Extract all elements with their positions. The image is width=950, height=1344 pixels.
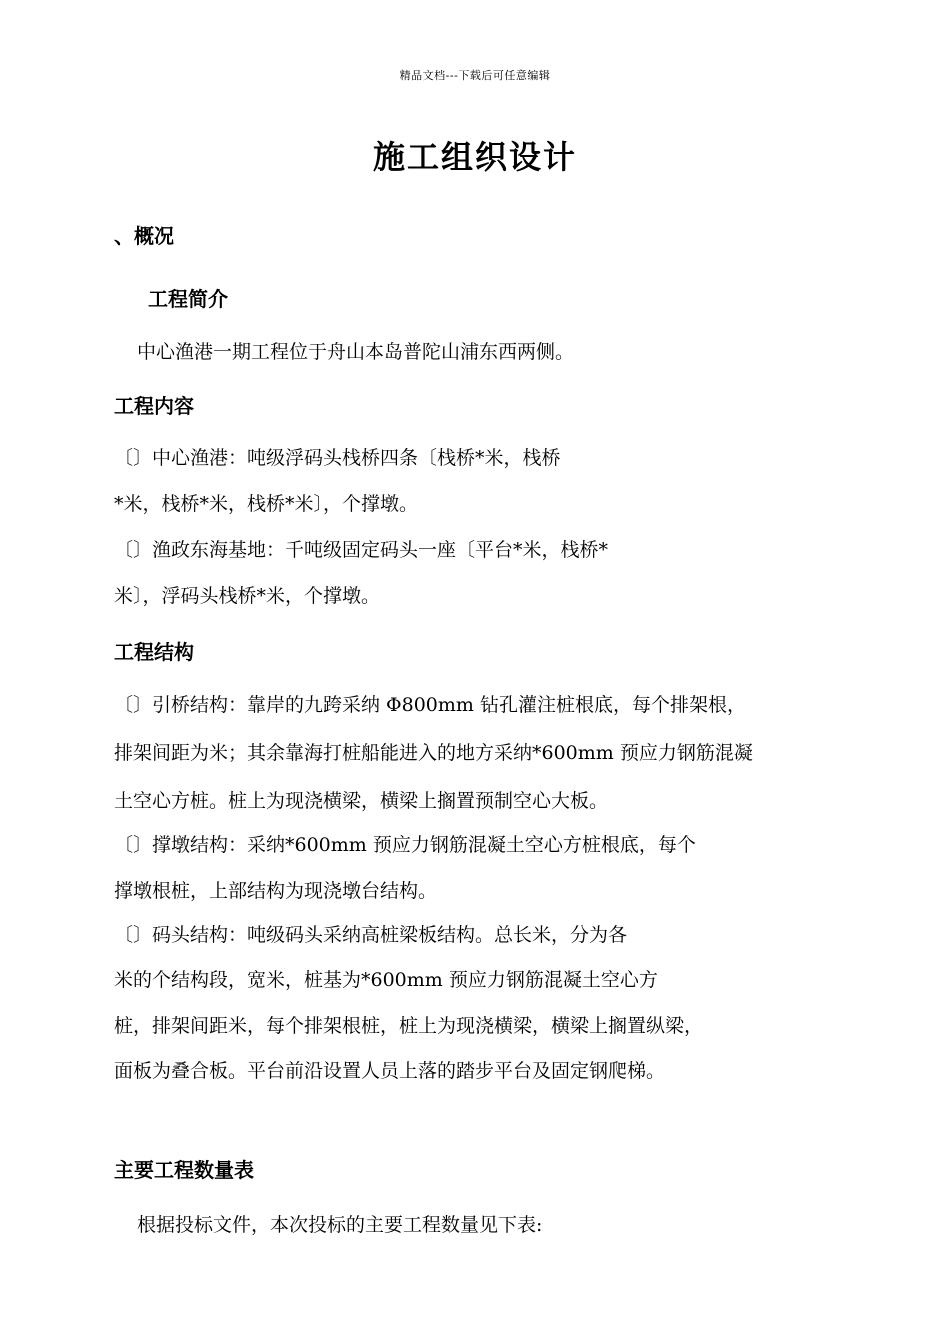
structure-line: 米的个结构段，宽米，桩基为*600mm 预应力钢筋混凝土空心方 xyxy=(114,969,658,991)
intro-paragraph: 中心渔港一期工程位于舟山本岛普陀山浦东西两侧。 xyxy=(137,341,575,363)
quantity-intro-paragraph: 根据投标文件，本次投标的主要工程数量见下表: xyxy=(137,1214,543,1236)
heading-project-structure: 工程结构 xyxy=(114,640,194,664)
structure-line: 排架间距为米；其余靠海打桩船能进入的地方采纳*600mm 预应力钢筋混凝 xyxy=(114,742,753,764)
structure-line: 面板为叠合板。平台前沿设置人员上落的踏步平台及固定钢爬梯。 xyxy=(114,1060,666,1082)
structure-line: 〔〕引桥结构：靠岸的九跨采纳 Φ800mm 钻孔灌注桩根底，每个排架根， xyxy=(114,694,746,716)
heading-main-quantities: 主要工程数量表 xyxy=(114,1158,254,1182)
structure-line: 桩，排架间距米，每个排架根桩，桩上为现浇横梁，横梁上搁置纵梁， xyxy=(114,1015,704,1037)
section-heading-overview: 、概况 xyxy=(114,224,174,248)
structure-line: 土空心方桩。桩上为现浇横梁，横梁上搁置预制空心大板。 xyxy=(114,790,609,812)
subheading-project-intro: 工程简介 xyxy=(148,287,228,311)
content-line: *米，栈桥*米，栈桥*米〕，个撑墩。 xyxy=(114,493,419,515)
page-header: 精品文档---下载后可任意编辑 xyxy=(399,69,551,82)
content-line: 〔〕中心渔港：吨级浮码头栈桥四条〔栈桥*米，栈桥 xyxy=(114,447,561,469)
structure-line: 〔〕码头结构：吨级码头采纳高桩梁板结构。总长米，分为各 xyxy=(114,924,628,946)
structure-line: 〔〕撑墩结构：采纳*600mm 预应力钢筋混凝土空心方桩根底，每个 xyxy=(114,834,696,856)
document-title: 施工组织设计 xyxy=(372,138,577,176)
structure-line: 撑墩根桩，上部结构为现浇墩台结构。 xyxy=(114,880,438,902)
content-line: 米〕，浮码头栈桥*米，个撑墩。 xyxy=(114,585,381,607)
heading-project-content: 工程内容 xyxy=(114,394,194,418)
content-line: 〔〕渔政东海基地：千吨级固定码头一座〔平台*米，栈桥* xyxy=(114,539,609,561)
